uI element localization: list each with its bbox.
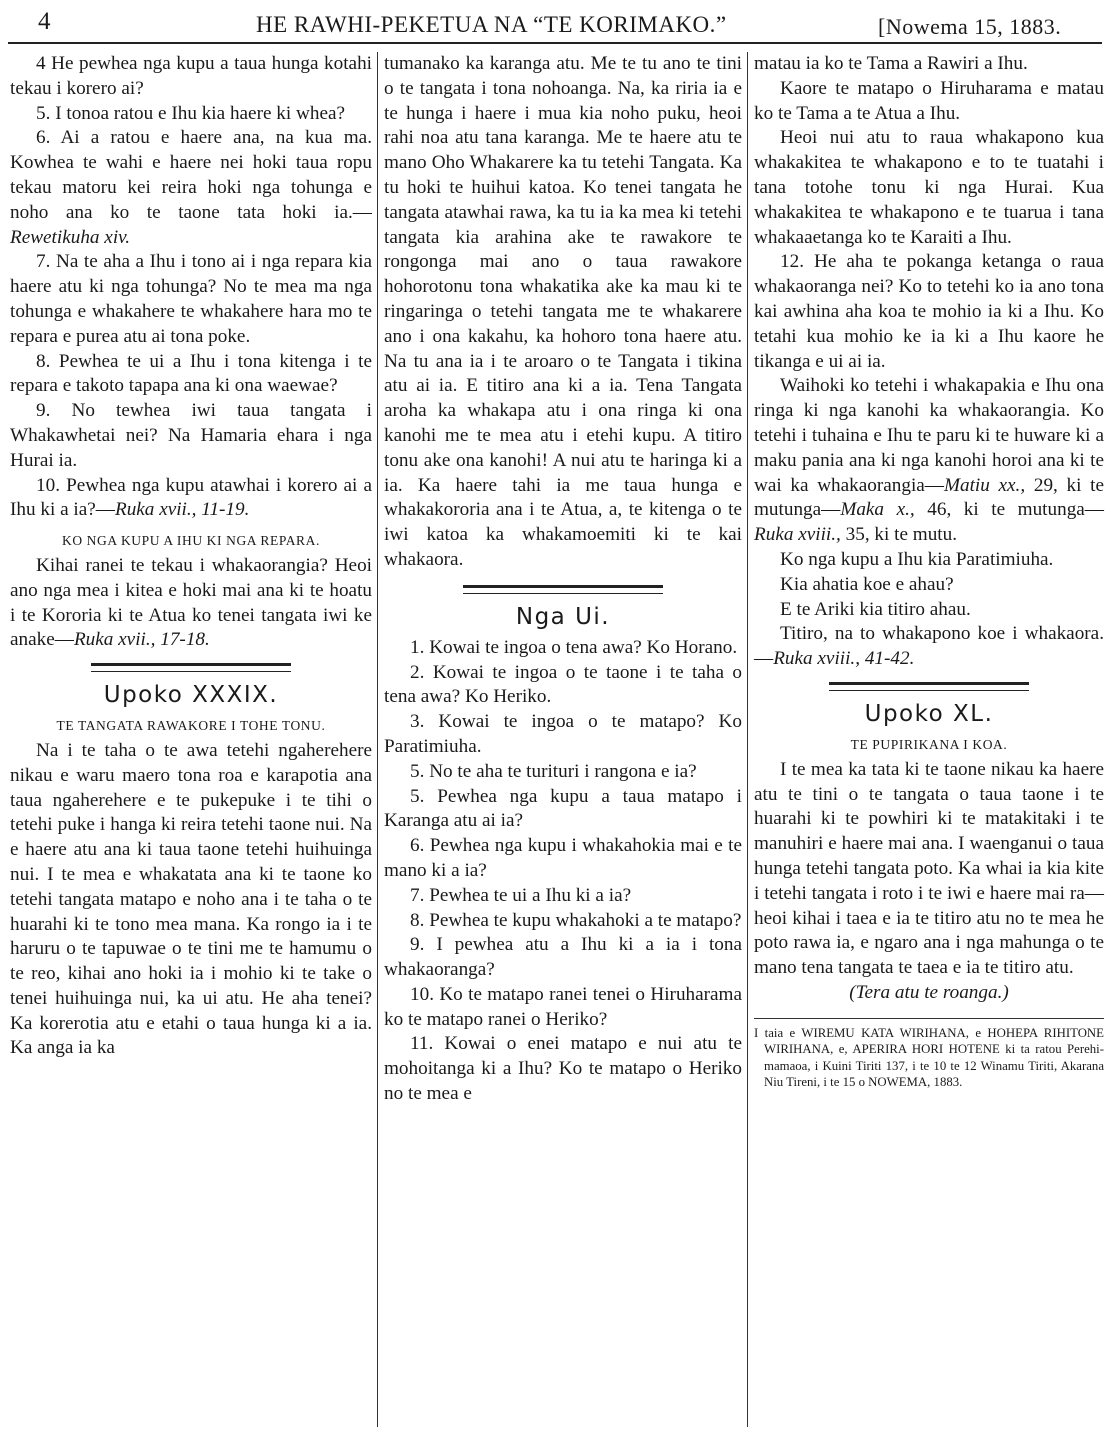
questions-heading: Nga Ui. bbox=[515, 603, 611, 630]
question-12: 12. He aha te pokanga ketanga o raua whakaoranga nei? Ko to tetehi ko ia ano tona kai awhina aha koa te mohio ia ki a Ihu. Ko tetahi kua mohio ke ia ki a Ihu kaore he tikanga e ui ai ia. bbox=[754, 251, 1104, 372]
question-3: 3. Kowai te ingoa o te matapo? Ko Paratimiuha. bbox=[384, 711, 742, 757]
issue-date: [Nowema 15, 1883. bbox=[878, 14, 1062, 39]
page-number: 4 bbox=[38, 8, 51, 35]
column-divider bbox=[377, 52, 378, 1427]
question-10: 10. Ko te matapo ranei tenei o Hiruharama ko te matapo ranei o Heriko? bbox=[384, 983, 742, 1030]
question-6-text: 6. Ai a ratou e haere ana, na kua ma. Kowhea te wahi e haere nei hoki taua ropu tekau matoru kei reira hoki nga tohunga e noho ana ko te taone tata hoki ia.— bbox=[10, 127, 372, 223]
scripture-ref: Ruka xvii., 11-19. bbox=[114, 499, 250, 521]
chapter-subheading: TE TANGATA RAWAKORE I TOHE TONU. bbox=[56, 718, 326, 734]
question-5: 5. I tonoa ratou e Ihu kia haere ki whea? bbox=[36, 102, 345, 124]
question-4: 5. No te aha te turituri i rangona e ia? bbox=[410, 760, 697, 782]
scripture-ref: Ruka xvii., 17-18. bbox=[73, 629, 210, 651]
question-8: 8. Pewhea te ui a Ihu i tona kitenga i te repara e takoto tapapa ana ki ona waewae? bbox=[10, 350, 372, 397]
paragraph: Na i te taha o te awa tetehi ngaherehere nikau e waru maero tona roa e karapotia ana taua ngaherehere e te pukepuke i te tihi o tetehi puke i hanga ki reira tetehi taone nui. Na e haere atu ana ki taua taone tetehi huihuinga nui. I te mea e whakatata ana ki te taone ko tetehi tangata matapo e noho ana i te taha o te huarahi ki te tono mea mana. Ka rongo ia i te haruru o te tapuwae o te tini me te hamumu o te reo, kihai ano hoki ia i mohio ki te take o tenei huihuinga nui, ka ui atu. He aha tenei? Ka korerotia atu e etahi o taua hunga ki a ia. Ka anga ia ka bbox=[10, 739, 372, 1059]
paragraph-text: Kihai ranei te tekau i whakaorangia? Heoi ano nga mea i kitea e hoki mai ana ki te hoatu i te Kororia ki te Atua ko tenei tangata iwi ke anake— bbox=[10, 554, 372, 651]
column-divider bbox=[747, 52, 748, 1427]
dialogue-line: Kia ahatia koe e ahau? bbox=[780, 573, 954, 595]
question-7: 7. Pewhea te ui a Ihu ki a ia? bbox=[410, 884, 632, 906]
paragraph bbox=[10, 554, 372, 653]
question-1: 1. Kowai te ingoa o tena awa? Ko Horano. bbox=[410, 636, 738, 658]
chapter-heading: Upoko XL. bbox=[864, 700, 994, 727]
paragraph-text: 29, ki te mutunga— bbox=[754, 474, 1104, 521]
scripture-ref: Ruka xviii., 41-42. bbox=[773, 648, 915, 670]
question-9: 9. No tewhea iwi taua tangata i Whakawhetai nei? Na Hamaria ehara i nga Hurai ia. bbox=[10, 400, 372, 471]
paragraph bbox=[754, 374, 1104, 548]
question-9: 9. I pewhea atu a Ihu ki a ia i tona whakaoranga? bbox=[384, 934, 742, 981]
section-rule bbox=[91, 663, 291, 672]
paragraph: tumanako ka karanga atu. Me te tu ano te tini o te tangata i tona nohoanga. Na, ka riria ia e te hunga i haere i mua kia noho puku, heoi rahi noa atu tana karanga. Me te haere atu te mano Oho Whakarere ka tu tetehi Tangata. Ka tu hoki te huihui katoa. Ko tenei tangata he tangata atawhai rawa, ka tu ia ka mea ki tetehi tangata kia arahina ake te rawakore te rongonga mai ano o taua rawakore hohorotonu tona whakatika ake ka mau ki te ringaringa o tetehi tangata me te whakarere ano i ona kakahu, ka hohoro tona haere atu. Na tu ana ia i te aroaro o te Tangata i tikina atu ai ia. E titiro ana ki a ia. Tena Tangata aroha ka whakapa atu i ona ringa ki ona kanohi me te mea atu i etehi kupu. A titiro tonu ake ona kanohi! A nui atu te haringa ki a ia. Ka haere tahi ia me taua hunga e whakakororia ana i te Atua, a, te kitenga o te iwi katoa ka whakamoemiti ki te kai whakaora. bbox=[384, 53, 742, 570]
newspaper-title: HE RAWHI-PEKETUA NA “TE KORIMAKO.” bbox=[256, 12, 727, 37]
paragraph: Ko nga kupu a Ihu kia Paratimiuha. bbox=[780, 548, 1054, 570]
paragraph: I te mea ka tata ki te taone nikau ka haere atu te tini o te tangata o taua taone i te huarahi ki te powhiri ki te matakitaki i te manuhiri e haere mai ana. I waenganui o taua hunga tetehi tangata poto. Ka whai ia kia kite i tetehi tangata i roto i te iwi e haere mai ra—heoi kihai i taea e ia te titiro atu no te mea he poto rawa ia, e ngaro ana i nga mahunga o te mano tena tangata te taea e ia te titiro atu. bbox=[754, 758, 1104, 979]
paragraph: matau ia ko te Tama a Rawiri a Ihu. bbox=[754, 53, 1028, 74]
question-4: 4 He pewhea nga kupu a taua hunga kotahi tekau i korero ai? bbox=[10, 53, 372, 99]
question-10-text: 10. Pewhea nga kupu atawhai i korero ai a Ihu ki a ia?— bbox=[10, 474, 372, 521]
question-8: 8. Pewhea te kupu whakahoki a te matapo? bbox=[410, 909, 742, 931]
dialogue-line: E te Ariki kia titiro ahau. bbox=[780, 598, 971, 620]
column-1 bbox=[10, 52, 372, 1061]
scripture-ref: Rewetikuha xiv. bbox=[10, 226, 131, 248]
chapter-heading: Upoko XXXIX. bbox=[103, 682, 279, 709]
paragraph: Kaore te matapo o Hiruharama e matau ko te Tama a te Atua a Ihu. bbox=[754, 77, 1104, 124]
question-6 bbox=[10, 126, 372, 250]
question-11: 11. Kowai o enei matapo e nui atu te mohoitanga ki a Ihu? Ko te matapo o Heriko no te mea e bbox=[384, 1033, 742, 1105]
paragraph-text: 35, ki te mutu. bbox=[840, 524, 958, 546]
continued-note: (Tera atu te roanga.) bbox=[849, 981, 1009, 1003]
paragraph-text: 46, ki te mutunga— bbox=[914, 499, 1104, 521]
column-2 bbox=[384, 52, 742, 1107]
scripture-ref: Matiu xx., bbox=[944, 474, 1026, 496]
header-rule bbox=[8, 42, 1102, 44]
dialogue-line bbox=[754, 622, 1104, 672]
question-10 bbox=[10, 474, 372, 524]
chapter-subheading: TE PUPIRIKANA I KOA. bbox=[850, 736, 1008, 752]
section-rule bbox=[463, 585, 663, 594]
paragraph-text: Waihoki ko tetehi i whakapakia e Ihu ona ringa ki nga kanohi ka whakaorangia. Ko tetehi i tuhaina e Ihu te paru ki te huware ki a maku pania ana ki nga kanohi horoi ana ki te wai ka whakaorangia— bbox=[754, 375, 1104, 496]
section-rule bbox=[829, 682, 1029, 691]
question-5: 5. Pewhea nga kupu a taua matapo i Karanga atu ai ia? bbox=[384, 785, 742, 832]
page-header bbox=[8, 6, 1106, 42]
column-3 bbox=[754, 52, 1104, 1091]
scripture-ref: Ruka xviii., bbox=[754, 524, 841, 546]
question-2: 2. Kowai te ingoa o te taone i te taha o tena awa? Ko Heriko. bbox=[384, 661, 742, 708]
section-subheading: KO NGA KUPU A IHU KI NGA REPARA. bbox=[62, 533, 320, 549]
question-7: 7. Na te aha a Ihu i tono ai i nga repara kia haere atu ki nga tohunga? No te mea ma nga tohunga e whakahere te whakahere hara mo te repara e purea atu ai tona poke. bbox=[10, 251, 372, 347]
paragraph: Heoi nui atu to raua whakapono kua whakakitea te whakapono e to te tuatahi i tana totohe tonu ki nga Hurai. Kua whakakitea te whakapono e te tuarua i tana whakaaetanga ko te Karaiti a Ihu. bbox=[754, 127, 1104, 248]
scripture-ref: Maka x., bbox=[840, 499, 915, 521]
printer-footnote: I taia e WIREMU KATA WIRIHANA, e HOHEPA RIHITONE WIRIHANA, e, APERIRA HORI HOTENE ki ta ratou Perehi-mamaoa, i Kuini Tiriti 137, i te 10 te 12 Winamu Tiriti, Akarana Niu Tireni, i te 15 o NOWEMA, 1883. bbox=[754, 1018, 1104, 1091]
dialogue-text: Titiro, na to whakapono koe i whakaora.— bbox=[754, 623, 1104, 670]
question-6: 6. Pewhea nga kupu i whakahokia mai e te mano ki a ia? bbox=[384, 835, 742, 881]
